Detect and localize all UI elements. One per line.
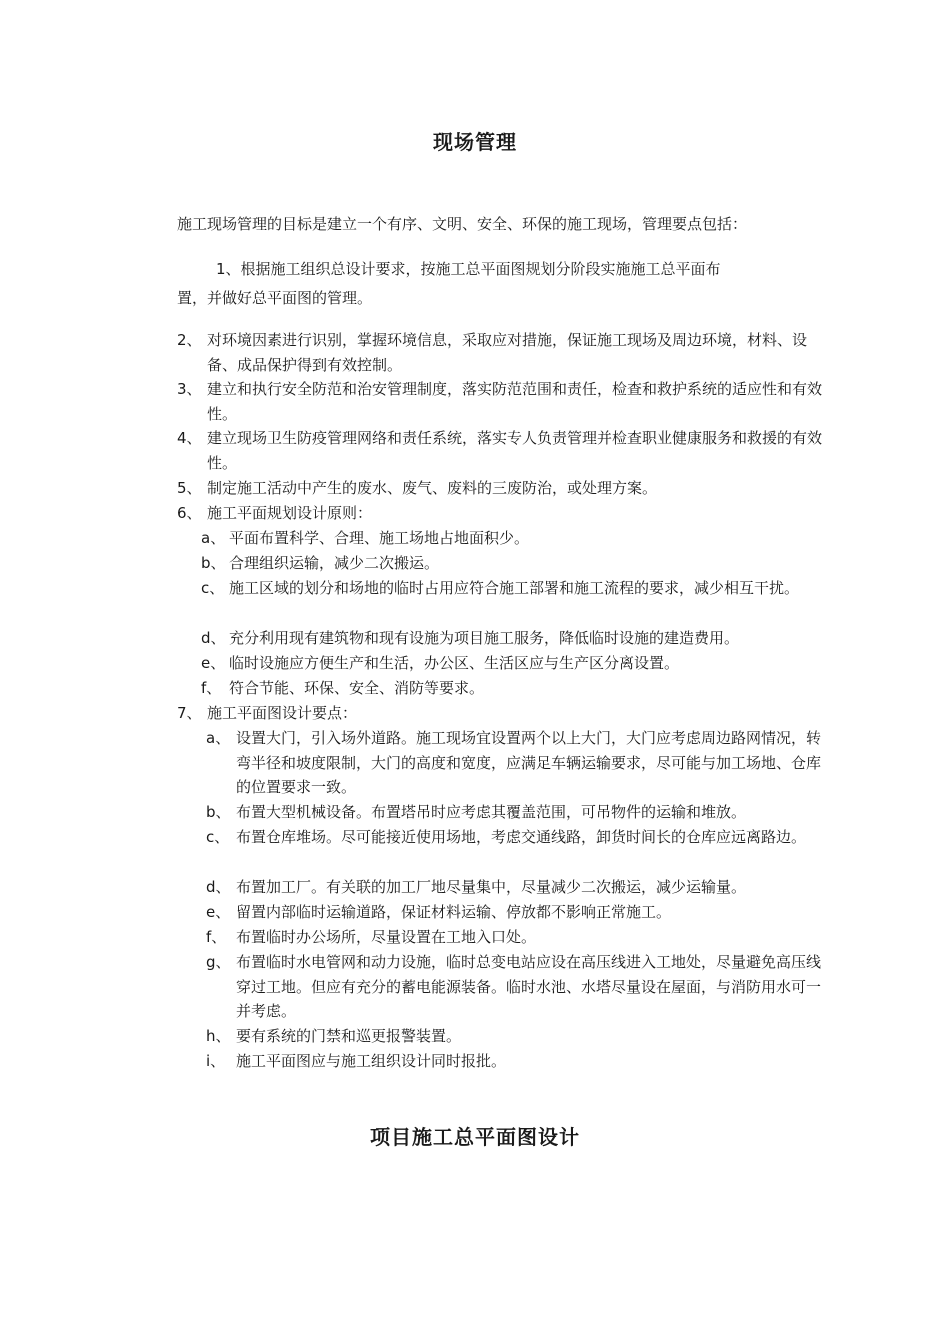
intro-paragraph: 施工现场管理的目标是建立一个有序、文明、安全、环保的施工现场，管理要点包括： <box>177 215 748 233</box>
list-number: 5、 <box>177 479 202 497</box>
point-1-line-2: 置，并做好总平面图的管理。 <box>177 289 373 307</box>
list-number: 4、 <box>177 429 202 447</box>
list-text: 建立和执行安全防范和治安管理制度，落实防范范围和责任，检查和救护系统的适应性和有效性。 <box>207 380 823 423</box>
list-text: 布置临时水电管网和动力设施，临时总变电站应设在高压线进入工地处，尽量避免高压线穿过工地。但应有充分的蓄电能源装备。临时水池、水塔尽量设在屋面，与消防用水可一并考虑。 <box>236 953 822 1021</box>
list-number: 2、 <box>177 331 202 349</box>
list-text: 布置加工厂。有关联的加工厂地尽量集中，尽量减少二次搬运，减少运输量。 <box>236 878 747 896</box>
list-letter: d、 <box>206 878 231 896</box>
list-text: 符合节能、环保、安全、消防等要求。 <box>229 679 485 697</box>
list-text: 留置内部临时运输道路，保证材料运输、停放都不影响正常施工。 <box>236 903 672 921</box>
list-letter: g、 <box>206 953 231 971</box>
list-letter: a、 <box>206 729 231 747</box>
list-text: 布置临时办公场所，尽量设置在工地入口处。 <box>236 928 537 946</box>
list-text: 施工平面图应与施工组织设计同时报批。 <box>236 1052 507 1070</box>
list-letter: f、 <box>206 928 227 946</box>
section-title: 项目施工总平面图设计 <box>370 1125 580 1149</box>
list-letter: f、 <box>201 679 222 697</box>
list-letter: h、 <box>206 1027 231 1045</box>
list-letter: b、 <box>201 554 226 572</box>
list-text: 对环境因素进行识别，掌握环境信息，采取应对措施，保证施工现场及周边环境，材料、设备、成品保护得到有效控制。 <box>207 331 808 374</box>
list-text: 临时设施应方便生产和生活，办公区、生活区应与生产区分离设置。 <box>229 654 680 672</box>
list-letter: e、 <box>206 903 231 921</box>
list-text: 合理组织运输，减少二次搬运。 <box>229 554 440 572</box>
list-text: 布置大型机械设备。布置塔吊时应考虑其覆盖范围，可吊物件的运输和堆放。 <box>236 803 747 821</box>
page-title: 现场管理 <box>433 130 517 154</box>
list-text: 充分利用现有建筑物和现有设施为项目施工服务，降低临时设施的建造费用。 <box>229 629 740 647</box>
list-number: 7、 <box>177 704 202 722</box>
list-text: 布置仓库堆场。尽可能接近使用场地，考虑交通线路，卸货时间长的仓库应远离路边。 <box>236 828 807 846</box>
list-text: 制定施工活动中产生的废水、废气、废料的三废防治，或处理方案。 <box>207 479 658 497</box>
list-letter: c、 <box>201 579 225 597</box>
list-text: 施工区域的划分和场地的临时占用应符合施工部署和施工流程的要求，减少相互干扰。 <box>229 579 800 597</box>
list-letter: d、 <box>201 629 226 647</box>
list-number: 3、 <box>177 380 202 398</box>
list-text: 施工平面图设计要点： <box>207 704 358 722</box>
list-number: 6、 <box>177 504 202 522</box>
list-text: 设置大门，引入场外道路。施工现场宜设置两个以上大门，大门应考虑周边路网情况，转弯半径和坡度限制，大门的高度和宽度，应满足车辆运输要求，尽可能与加工场地、仓库的位置要求一致。 <box>236 729 822 797</box>
list-letter: a、 <box>201 529 226 547</box>
list-letter: i、 <box>206 1052 226 1070</box>
point-1-line-1: 1、根据施工组织总设计要求，按施工总平面图规划分阶段实施施工总平面布 <box>216 260 721 278</box>
list-letter: c、 <box>206 828 230 846</box>
list-text: 施工平面规划设计原则： <box>207 504 373 522</box>
list-text: 建立现场卫生防疫管理网络和责任系统，落实专人负责管理并检查职业健康服务和救援的有效性。 <box>207 429 823 472</box>
list-letter: b、 <box>206 803 231 821</box>
list-text: 要有系统的门禁和巡更报警装置。 <box>236 1027 462 1045</box>
list-letter: e、 <box>201 654 226 672</box>
list-text: 平面布置科学、合理、施工场地占地面积少。 <box>229 529 530 547</box>
